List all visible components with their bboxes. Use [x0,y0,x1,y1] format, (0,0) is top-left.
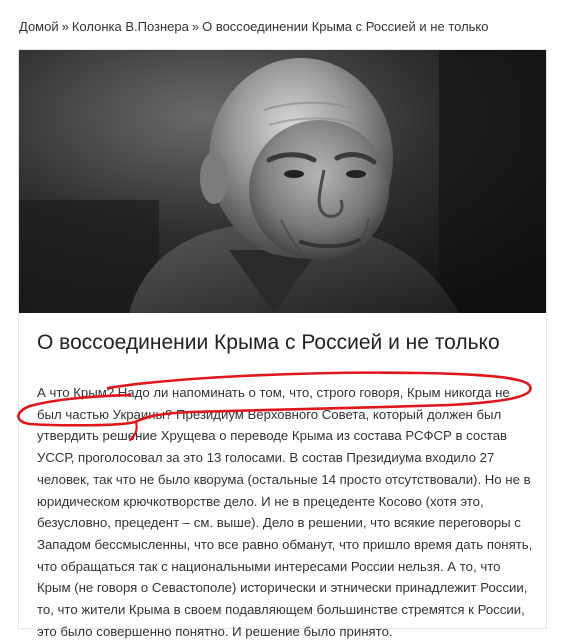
breadcrumb-home-link[interactable]: Домой [19,19,59,34]
breadcrumb-separator: » [191,19,200,34]
breadcrumb-separator: » [61,19,69,34]
breadcrumb [19,17,559,37]
breadcrumb-section-link[interactable]: Колонка В.Познера [71,19,189,34]
hero-photo [19,50,546,313]
article-body: А что Крым? Надо ли напоминать о том, что, строго говоря, Крым никогда не был частью Украины? Президиум Верховного Совета, который должен был утвердить решение Хрущева о переводе Крыма из состава РСФСР в состав УССР, проголосовал за это 13 голосами. В состав Президиума входило 27 человек, так что не было кворума (остальные 14 просто отсутствовали). Но не в юридическом крючкотворстве дело. И не в прецеденте Косово (хотя это, безусловно, прецедент – см. выше). Дело в решении, что всякие переговоры с Западом бессмысленны, что все равно обманут, что пришло время дать понять, что обращаться так с национальными интересами России нельзя. А то, что Крым (не говоря о Севастополе) исторически и этнически принадлежит России, то, что жители Крыма в своем подавляющем большинстве стремятся к России, это было совершенно понятно. И решение было принято. [37,385,533,639]
portrait-image [19,50,546,313]
article-title: О воссоединении Крыма с Россией и не только [37,331,500,354]
article-card [18,49,547,639]
breadcrumb-current: О воссоединении Крыма с Россией и не только [202,19,489,34]
